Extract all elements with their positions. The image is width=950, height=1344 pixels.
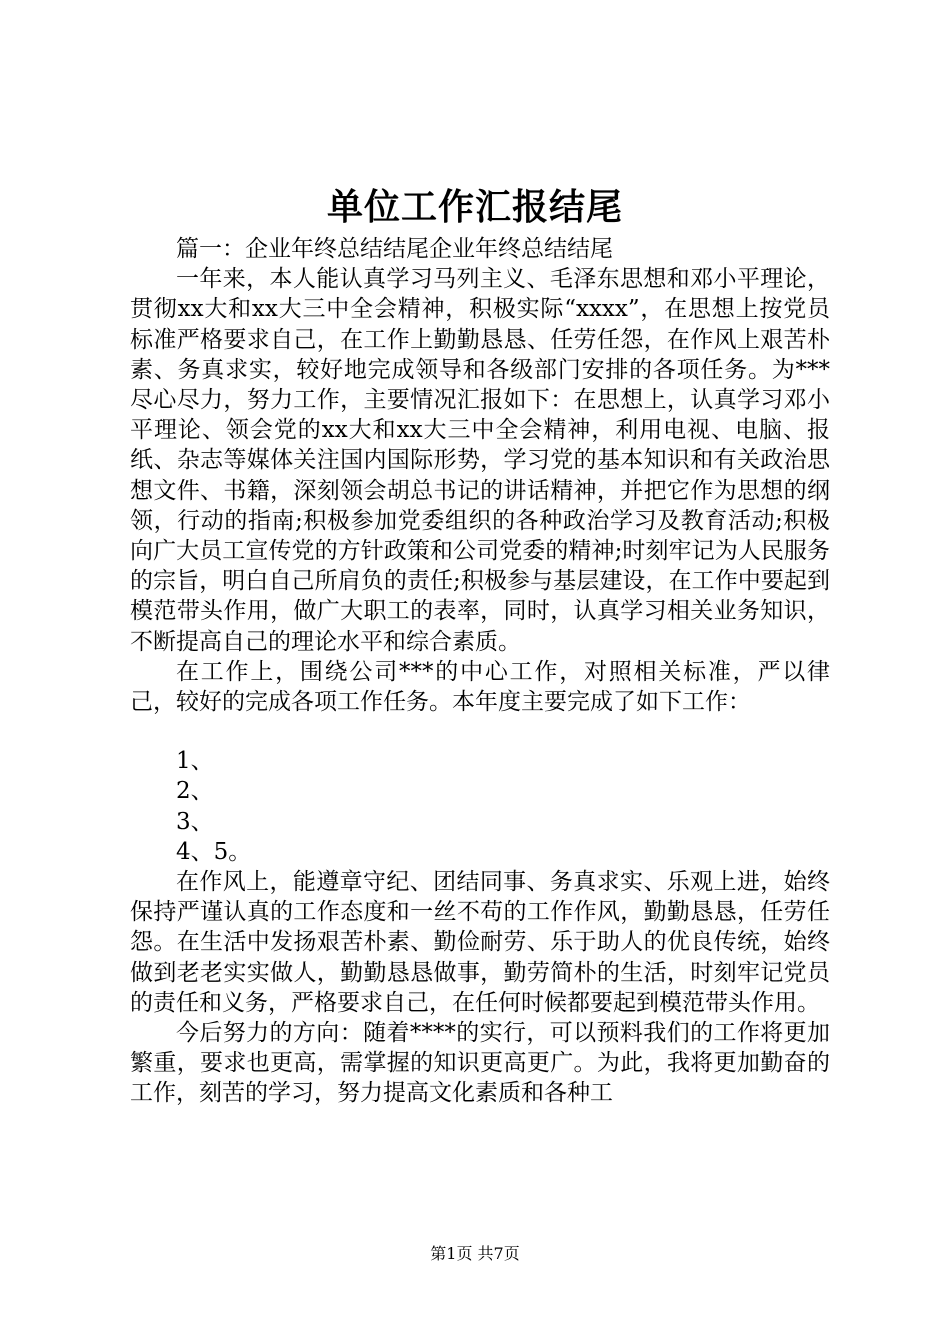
list-item: 4、5。 [176,838,252,865]
list-item: 1、 [176,748,214,775]
paragraph-work: 在工作上，围绕公司***的中心工作，对照相关标准，严以律己，较好的完成各项工作任务。本年度主要完成了如下工作： [130,658,830,716]
paragraph-future-direction: 今后努力的方向：随着****的实行，可以预料我们的工作将更加繁重，要求也更高，需掌握的知识更高更广。为此，我将更加勤奋的工作，刻苦的学习，努力提高文化素质和各种工 [130,1020,830,1107]
page-indicator: 第1页 共7页 [430,1244,520,1263]
paragraph-section-heading: 篇一：企业年终总结结尾企业年终总结结尾 [176,236,613,262]
document-title: 单位工作汇报结尾 [326,186,623,228]
document-body [130,234,830,1109]
list-item: 2、 [176,778,214,805]
paragraph-summary: 一年来，本人能认真学习马列主义、毛泽东思想和邓小平理论，贯彻xx大和xx大三中全会精神，积极实际“xxxx”，在思想上按党员标准严格要求自己，在工作上勤勤恳恳、任劳任怨，在作风上艰苦朴素、务真求实，较好地完成领导和各级部门安排的各项任务。为***尽心尽力，努力工作，主要情况汇报如下：在思想上，认真学习邓小平理论、领会党的xx大和xx大三中全会精神，利用电视、电脑、报纸、杂志等媒体关注国内国际形势，学习党的基本知识和有关政治思想文件、书籍，深刻领会胡总书记的讲话精神，并把它作为思想的纲领，行动的指南;积极参加党委组织的各种政治学习及教育活动;积极向广大员工宣传党的方针政策和公司党委的精神;时刻牢记为人民服务的宗旨，明白自己所肩负的责任;积极参与基层建设，在工作中要起到模范带头作用，做广大职工的表率，同时，认真学习相关业务知识，不断提高自己的理论水平和综合素质。 [130,266,830,655]
work-item-list [130,746,830,867]
paragraph-style: 在作风上，能遵章守纪、团结同事、务真求实、乐观上进，始终保持严谨认真的工作态度和一丝不苟的工作作风，勤勤恳恳，任劳任怨。在生活中发扬艰苦朴素、勤俭耐劳、乐于助人的优良传统，始终做到老老实实做人，勤勤恳恳做事，勤劳简朴的生活，时刻牢记党员的责任和义务，严格要求自己，在任何时候都要起到模范带头作用。 [130,869,830,1016]
list-item: 3、 [176,808,214,835]
